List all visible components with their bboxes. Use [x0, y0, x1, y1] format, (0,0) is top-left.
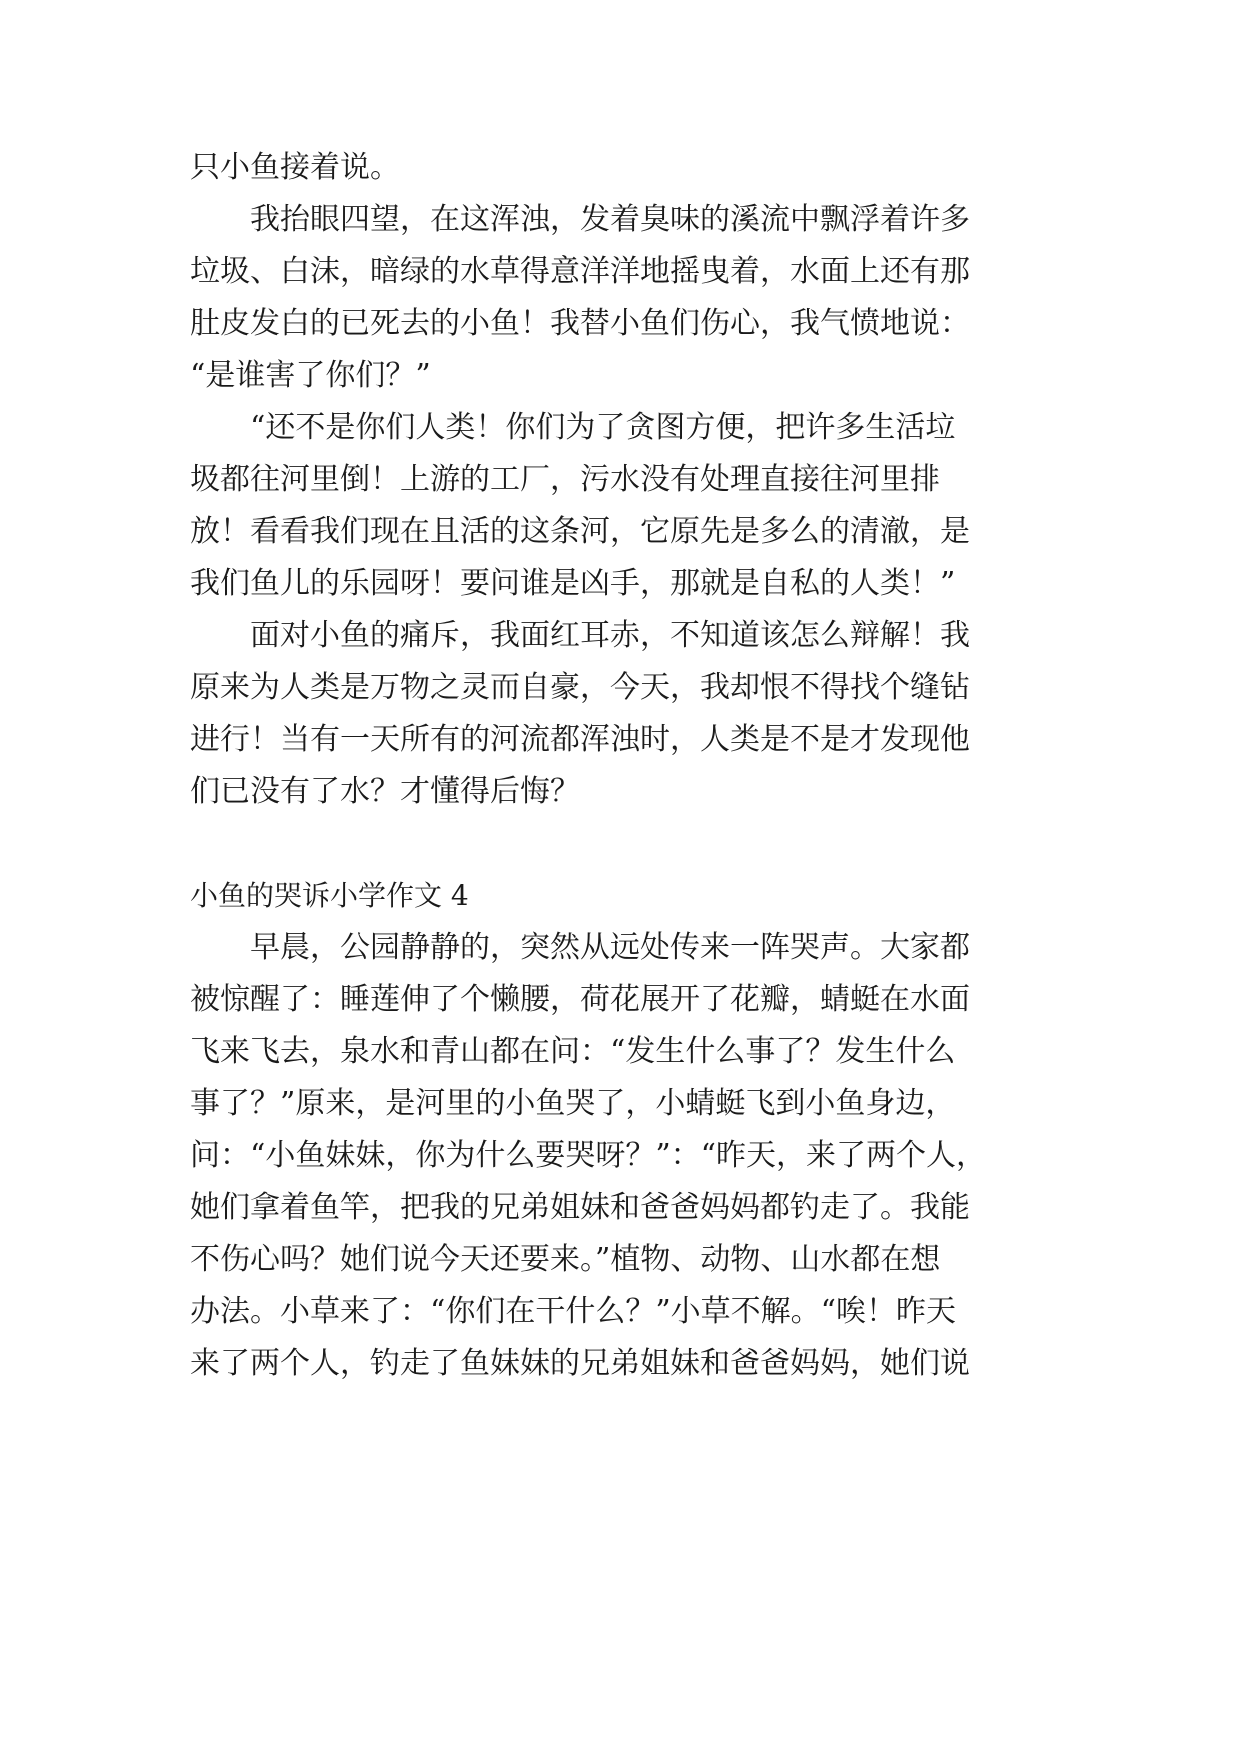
section-heading: 小鱼的哭诉小学作文 4: [190, 879, 469, 912]
text-line: “是谁害了你们？”: [190, 358, 431, 393]
text-line: 被惊醒了：睡莲伸了个懒腰，荷花展开了花瓣，蜻蜓在水面: [190, 982, 970, 1017]
paragraph-first-line: 面对小鱼的痛斥，我面红耳赤，不知道该怎么辩解！我: [250, 618, 970, 653]
paragraph-first-line: “还不是你们人类！你们为了贪图方便，把许多生活垃: [250, 410, 956, 445]
text-line: 办法。小草来了：“你们在干什么？”小草不解。“唉！昨天: [190, 1294, 957, 1329]
text-line: 我们鱼儿的乐园呀！要问谁是凶手，那就是自私的人类！”: [190, 566, 956, 601]
text-line: 她们拿着鱼竿，把我的兄弟姐妹和爸爸妈妈都钓走了。我能: [190, 1190, 970, 1225]
text-line: 们已没有了水？才懂得后悔？: [190, 774, 580, 809]
text-line: 问：“小鱼妹妹，你为什么要哭呀？”：“昨天，来了两个人，: [190, 1138, 987, 1173]
text-line: 飞来飞去，泉水和青山都在问：“发生什么事了？发生什么: [190, 1034, 956, 1069]
text-line: 放！看看我们现在且活的这条河，它原先是多么的清澈，是: [190, 514, 970, 549]
paragraph-first-line: 早晨，公园静静的，突然从远处传来一阵哭声。大家都: [250, 930, 970, 965]
paragraph-first-line: 我抬眼四望，在这浑浊，发着臭味的溪流中飘浮着许多: [250, 202, 970, 237]
text-line: 来了两个人，钓走了鱼妹妹的兄弟姐妹和爸爸妈妈，她们说: [190, 1346, 970, 1381]
text-line: 进行！当有一天所有的河流都浑浊时，人类是不是才发现他: [190, 722, 970, 757]
text-line: 肚皮发白的已死去的小鱼！我替小鱼们伤心，我气愤地说：: [190, 306, 970, 341]
text-line: 不伤心吗？她们说今天还要来。”植物、动物、山水都在想: [190, 1242, 941, 1277]
text-line: 垃圾、白沫，暗绿的水草得意洋洋地摇曳着，水面上还有那: [190, 254, 970, 289]
text-line: 事了？”原来，是河里的小鱼哭了，小蜻蜓飞到小鱼身边，: [190, 1086, 956, 1121]
text-line: 只小鱼接着说。: [190, 150, 400, 185]
text-line: 圾都往河里倒！上游的工厂，污水没有处理直接往河里排: [190, 462, 940, 497]
text-line: 原来为人类是万物之灵而自豪，今天，我却恨不得找个缝钻: [190, 670, 970, 705]
